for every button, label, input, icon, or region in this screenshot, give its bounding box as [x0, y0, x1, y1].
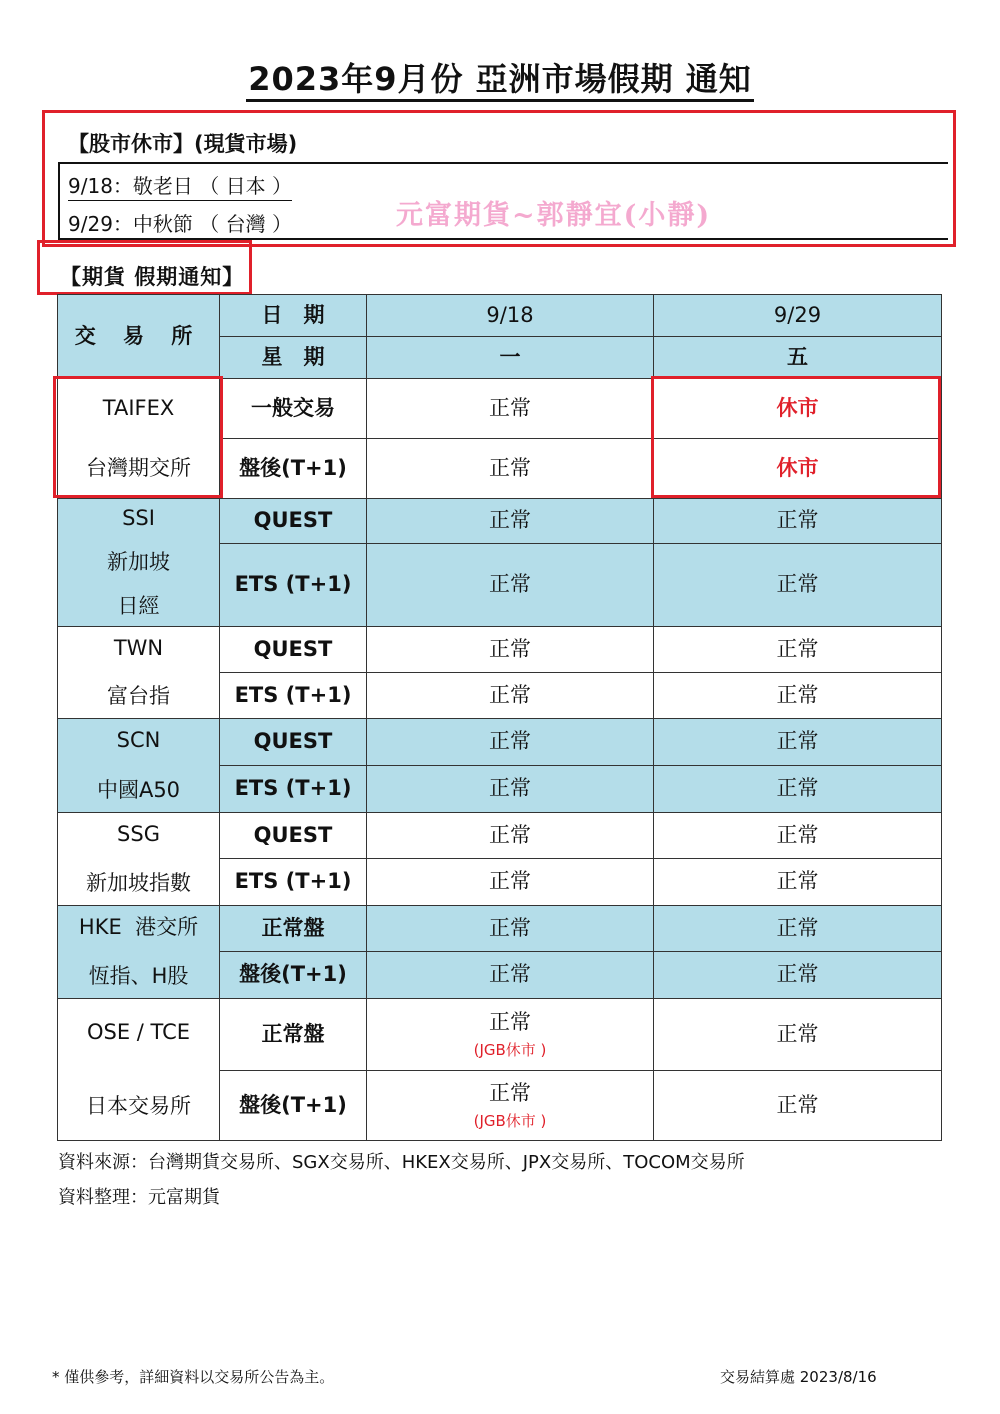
- spot-holiday-japan: 9/18：敬老日 （ 日本 ）: [68, 170, 292, 201]
- spot-holiday-taiwan: 9/29：中秋節 （ 台灣 ）: [68, 208, 292, 239]
- header-weekday-label: 星 期: [220, 337, 367, 379]
- status-cell: 正常: [367, 544, 654, 627]
- header-date-1: 9/18: [367, 295, 654, 337]
- exchange-ose-tce: OSE / TCE 日本交易所: [58, 999, 220, 1141]
- status-cell: 正常: [654, 1071, 942, 1141]
- table-row: [58, 906, 942, 952]
- status-cell: 正常: [654, 627, 942, 673]
- status-cell: 正常: [654, 673, 942, 719]
- session-label: QUEST: [220, 813, 367, 859]
- data-compiled-by: 資料整理：元富期貨: [58, 1187, 220, 1208]
- status-cell: 正常: [654, 544, 942, 627]
- status-text: 正常: [489, 1009, 531, 1034]
- exchange-twn: TWN 富台指: [58, 627, 220, 719]
- table-row: [58, 627, 942, 673]
- session-label: ETS (T+1): [220, 766, 367, 813]
- jgb-note: (JGB休市 ): [473, 1112, 547, 1131]
- page-title: 2023年9月份 亞洲市場假期 通知: [0, 54, 1000, 100]
- status-cell: 正常: [367, 906, 654, 952]
- status-cell: 正常: [367, 627, 654, 673]
- status-cell: 正常: [367, 859, 654, 906]
- status-cell: 正常: [654, 859, 942, 906]
- status-cell: 正常: [654, 719, 942, 766]
- status-cell: 正常: [367, 499, 654, 544]
- status-cell: 正常: [654, 952, 942, 999]
- status-cell: 正常: [367, 719, 654, 766]
- status-text: 正常: [489, 1080, 531, 1105]
- status-cell: 正常: [654, 906, 942, 952]
- session-label: 盤後(T+1): [220, 1071, 367, 1141]
- spot-market-heading: 【股市休市】(現貨市場): [68, 132, 298, 156]
- status-cell: 正常: [367, 813, 654, 859]
- status-cell-closed: 休市: [654, 439, 942, 499]
- status-cell: 正常: [367, 439, 654, 499]
- session-label: QUEST: [220, 627, 367, 673]
- header-row-date: [58, 295, 942, 337]
- header-exchange: 交 易 所: [58, 295, 220, 379]
- table-row: [58, 719, 942, 766]
- status-cell: 正常: [654, 499, 942, 544]
- table-row: [58, 813, 942, 859]
- status-cell: 正常: [367, 379, 654, 439]
- status-cell: 正常: [367, 673, 654, 719]
- header-date-2: 9/29: [654, 295, 942, 337]
- futures-heading: 【期貨 假期通知】: [60, 265, 245, 289]
- status-cell: 正常: [367, 952, 654, 999]
- session-label: 正常盤: [220, 999, 367, 1071]
- session-label: ETS (T+1): [220, 859, 367, 906]
- watermark-text: 元富期貨~郭靜宜(小靜): [396, 200, 712, 231]
- exchange-hke: HKE 港交所 恆指、H股: [58, 906, 220, 999]
- status-cell: 正常: [654, 999, 942, 1071]
- session-label: ETS (T+1): [220, 673, 367, 719]
- session-label: QUEST: [220, 719, 367, 766]
- jgb-note: (JGB休市 ): [473, 1041, 547, 1060]
- taifex-closed-highlight-box: [651, 376, 941, 498]
- session-label: QUEST: [220, 499, 367, 544]
- exchange-ssg: SSG 新加坡指數: [58, 813, 220, 906]
- exchange-taifex: TAIFEX 台灣期交所: [58, 379, 220, 499]
- session-label: 正常盤: [220, 906, 367, 952]
- status-cell: 正常: [654, 766, 942, 813]
- header-date-label: 日 期: [220, 295, 367, 337]
- session-label: ETS (T+1): [220, 544, 367, 627]
- session-label: 一般交易: [220, 379, 367, 439]
- session-label: 盤後(T+1): [220, 952, 367, 999]
- header-weekday-2: 五: [654, 337, 942, 379]
- exchange-ssi: SSI 新加坡 日經: [58, 499, 220, 627]
- status-cell-with-note: [367, 999, 654, 1071]
- header-weekday-1: 一: [367, 337, 654, 379]
- status-cell: 正常: [367, 766, 654, 813]
- disclaimer: * 僅供參考，詳細資料以交易所公告為主。: [52, 1368, 335, 1386]
- issuer-date: 交易結算處 2023/8/16: [720, 1368, 877, 1386]
- table-row: [58, 499, 942, 544]
- exchange-scn: SCN 中國A50: [58, 719, 220, 813]
- status-cell-closed: 休市: [654, 379, 942, 439]
- status-cell: 正常: [654, 813, 942, 859]
- session-label: 盤後(T+1): [220, 439, 367, 499]
- table-row: [58, 999, 942, 1071]
- data-source: 資料來源：台灣期貨交易所、SGX交易所、HKEX交易所、JPX交易所、TOCOM交易所: [58, 1152, 745, 1173]
- status-cell-with-note: [367, 1071, 654, 1141]
- taifex-exchange-highlight-box: [53, 376, 223, 498]
